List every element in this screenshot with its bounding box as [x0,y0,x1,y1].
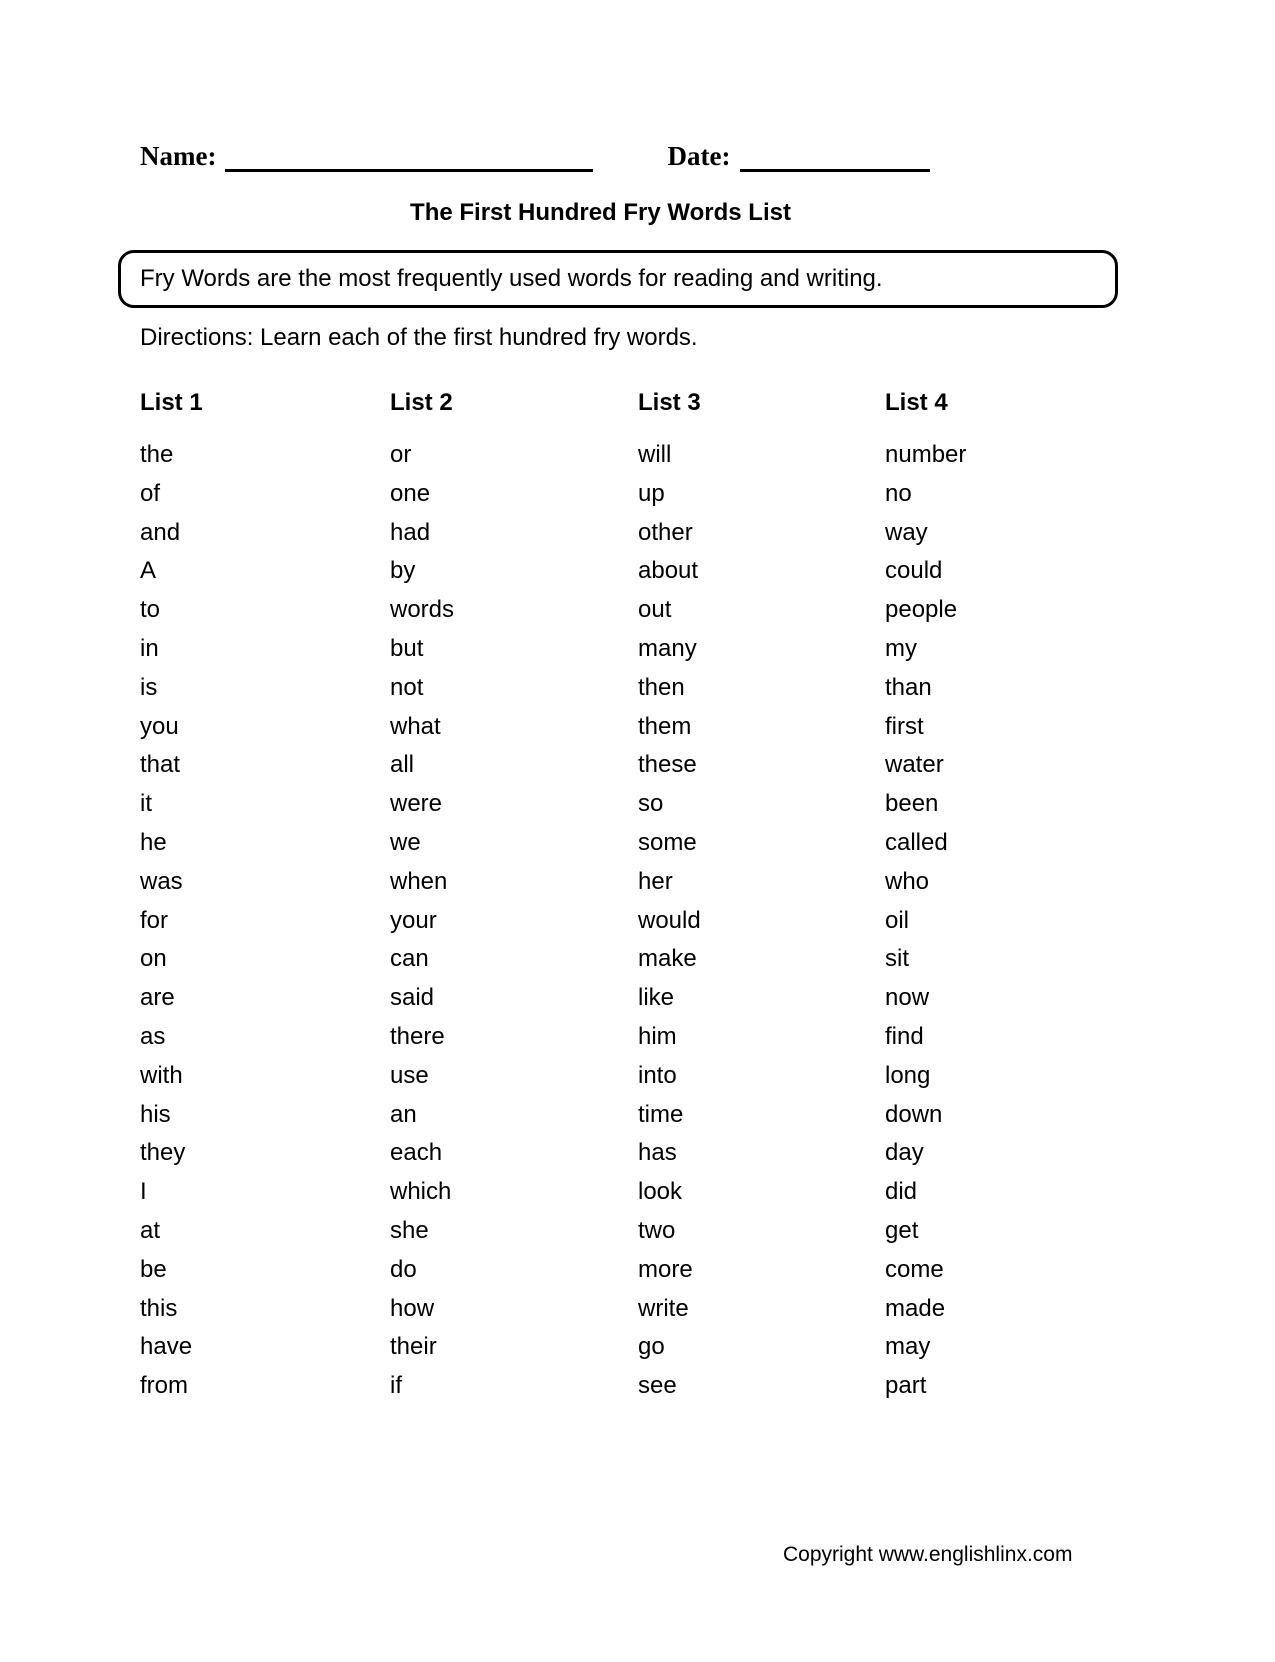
page-title: The First Hundred Fry Words List [410,199,791,226]
word-item: has [638,1139,677,1167]
word-item: two [638,1216,676,1244]
definition-box [118,250,1118,308]
list-header: List 4 [885,389,948,416]
name-label: Name: [140,141,217,171]
word-item: on [140,945,167,973]
word-item: part [885,1372,927,1400]
word-item: find [885,1022,924,1050]
word-item: about [638,557,699,585]
word-item: first [885,712,924,740]
word-item: go [638,1333,665,1361]
word-item: oil [885,906,910,934]
word-item: as [140,1022,166,1050]
word-item: will [638,441,672,468]
word-item: to [140,596,161,624]
word-item: the [140,441,174,468]
word-list-column [390,383,638,1406]
word-item: what [390,712,441,740]
word-item: were [390,790,443,818]
word-list [885,436,1115,1406]
list-header: List 3 [638,389,701,416]
word-item: I [140,1178,147,1206]
word-list-column [885,383,1115,1406]
word-item: their [390,1333,437,1361]
word-item: there [390,1022,445,1050]
word-item: look [638,1178,683,1206]
word-item: from [140,1372,188,1400]
word-item: it [140,790,152,818]
word-item: be [140,1255,167,1283]
copyright-text: Copyright www.englishlinx.com [783,1543,1073,1566]
word-item: have [140,1333,193,1361]
word-item: him [638,1022,677,1050]
word-item: do [390,1255,417,1283]
word-item: who [885,867,930,895]
word-item: was [140,867,183,895]
word-item: called [885,828,948,856]
word-item: water [885,751,944,779]
word-item: use [390,1061,429,1089]
word-item: sit [885,945,909,973]
date-blank-line [740,146,930,172]
word-item: are [140,984,175,1012]
word-item: would [638,906,701,934]
word-list [390,436,638,1406]
word-item: your [390,906,437,934]
word-list-column [140,383,390,1406]
word-item: A [140,557,157,585]
word-item: for [140,906,169,934]
word-item: could [885,557,943,585]
word-item: this [140,1294,178,1322]
word-item: see [638,1372,677,1400]
list-header: List 1 [140,389,203,416]
word-item: one [390,479,431,507]
word-item: down [885,1100,943,1128]
word-item: at [140,1216,161,1244]
word-item: they [140,1139,186,1167]
word-item: when [390,867,448,895]
word-item: like [638,984,675,1012]
word-item: but [390,634,424,662]
word-item: her [638,867,673,895]
word-list [140,436,390,1406]
word-list [638,436,885,1406]
word-item: than [885,673,932,701]
word-item: time [638,1100,684,1128]
word-item: more [638,1255,693,1283]
date-label: Date: [667,141,731,171]
word-item: how [390,1294,435,1322]
word-item: into [638,1061,677,1089]
word-item: had [390,518,431,546]
word-item: number [885,441,967,468]
word-item: many [638,634,697,662]
word-item: make [638,945,697,973]
word-item: which [390,1178,452,1206]
word-item: his [140,1100,171,1128]
word-item: day [885,1139,924,1167]
word-item: other [638,518,693,546]
word-item: is [140,673,158,701]
word-item: long [885,1061,931,1089]
word-item: with [140,1061,183,1089]
word-list-column [638,383,885,1406]
word-item: words [390,596,455,624]
word-item: you [140,712,179,740]
name-blank-line [225,146,593,172]
word-lists [140,383,1115,1406]
word-item: out [638,596,672,624]
word-item: did [885,1178,918,1206]
word-item: not [390,673,424,701]
word-item: come [885,1255,944,1283]
word-item: we [390,828,421,856]
word-item: can [390,945,429,973]
word-item: them [638,712,692,740]
word-item: that [140,751,181,779]
word-item: if [390,1372,402,1400]
name-date-row [140,142,930,172]
word-item: by [390,557,416,585]
definition-text: Fry Words are the most frequently used words for reading and writing. [140,265,883,292]
word-item: my [885,634,917,662]
word-item: all [390,751,415,779]
word-item: no [885,479,912,507]
word-item: and [140,518,181,546]
word-item: made [885,1294,946,1322]
word-item: been [885,790,939,818]
word-item: she [390,1216,429,1244]
word-item: said [390,984,435,1012]
word-item: write [638,1294,689,1322]
word-item: people [885,596,958,624]
word-item: way [885,518,928,546]
list-header: List 2 [390,389,453,416]
word-item: each [390,1139,443,1167]
word-item: may [885,1333,931,1361]
word-item: now [885,984,930,1012]
directions-text: Directions: Learn each of the first hundred fry words. [140,324,698,351]
word-item: an [390,1100,417,1128]
word-item: get [885,1216,919,1244]
word-item: in [140,634,159,662]
word-item: these [638,751,697,779]
word-item: so [638,790,664,818]
word-item: he [140,828,167,856]
word-item: some [638,828,697,856]
word-item: then [638,673,685,701]
word-item: or [390,441,412,468]
word-item: of [140,479,161,507]
word-item: up [638,479,665,507]
